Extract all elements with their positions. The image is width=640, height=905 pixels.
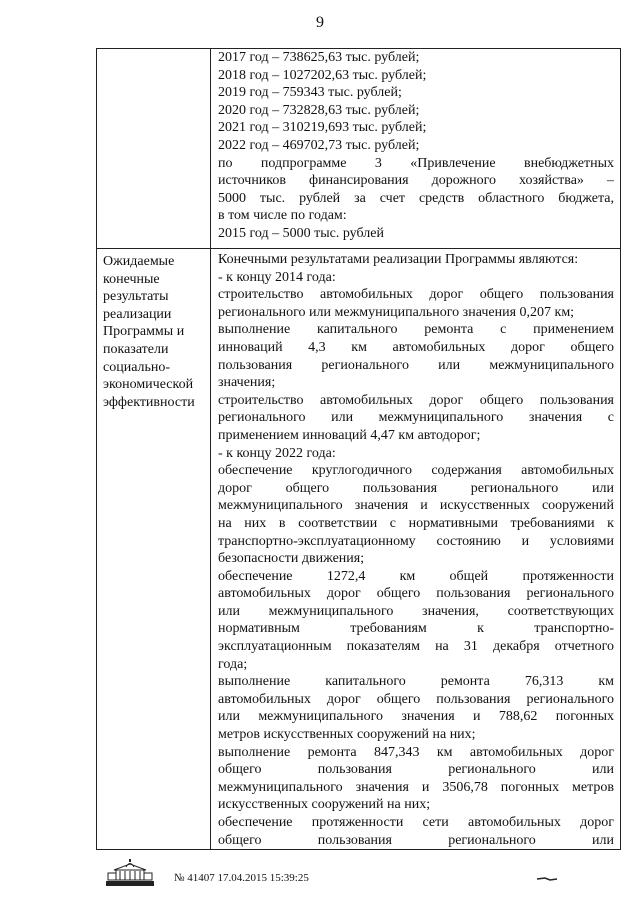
label-line: результаты — [103, 289, 169, 305]
text-line: метров искусственных сооружений на них; — [218, 727, 476, 743]
building-stamp-icon — [104, 858, 156, 888]
text-line: выполнение ремонта 847,343 км автомобильных дорог — [218, 744, 614, 760]
text-line: 2020 год – 732828,63 тыс. рублей; — [218, 102, 420, 118]
label-line: конечные — [103, 271, 160, 287]
label-line: экономической — [103, 377, 194, 393]
label-line: Программы и — [103, 324, 185, 340]
text-line: по подпрограмме 3 «Привлечение внебюджетных — [218, 155, 614, 171]
row1-label-cell — [97, 49, 211, 249]
label-line: показатели — [103, 341, 169, 357]
text-line: дорог общего пользования регионального или — [218, 480, 614, 496]
footer — [104, 858, 624, 894]
table-row-expected-results — [97, 249, 621, 850]
text-line: 2015 год – 5000 тыс. рублей — [218, 225, 384, 241]
text-line: строительство автомобильных дорог общего пользования — [218, 392, 614, 408]
text-line: - к концу 2014 года: — [218, 269, 336, 285]
text-line: 5000 тыс. рублей за счет средств областного бюджета, — [218, 190, 614, 206]
text-line: общего пользования регионального или — [218, 832, 614, 848]
text-line: транспортно-эксплуатационному состоянию и условиями — [218, 533, 614, 549]
text-line: 2017 год – 738625,63 тыс. рублей; — [218, 50, 420, 65]
text-line: общего пользования регионального или — [218, 762, 614, 778]
text-line: на них в соответствии с нормативными требованиями к — [218, 515, 614, 531]
text-line: или межмуниципального значения, соответствующих — [218, 603, 614, 619]
text-line: или межмуниципального значения и 788,62 погонных — [218, 709, 614, 725]
label-line: реализации — [103, 306, 172, 322]
label-line: Ожидаемые — [103, 254, 175, 269]
text-line: - к концу 2022 года: — [218, 445, 336, 461]
text-line: применением инноваций 4,47 км автодорог; — [218, 427, 481, 443]
text-line: источников финансирования дорожного хозяйства» – — [218, 173, 614, 189]
text-line: 2018 год – 1027202,63 тыс. рублей; — [218, 67, 427, 83]
text-line: эксплуатационным показателям на 31 декабря отчетного — [218, 639, 614, 655]
text-line: 2019 год – 759343 тыс. рублей; — [218, 85, 402, 101]
text-line: обеспечение 1272,4 км общей протяженности — [218, 568, 614, 584]
registration-stamp-text: № 41407 17.04.2015 15:39:25 — [174, 872, 309, 884]
text-line: 2022 год – 469702,73 тыс. рублей; — [218, 137, 420, 153]
text-line: безопасности движения; — [218, 551, 365, 567]
text-line: искусственных сооружений на них; — [218, 797, 431, 813]
scan-mark-icon — [536, 876, 558, 882]
row2-content-cell — [211, 249, 621, 850]
table-row-funding — [97, 49, 621, 249]
text-line: автомобильных дорог общего пользования регионального — [218, 691, 614, 707]
text-line: значения; — [218, 375, 276, 391]
text-line: строительство автомобильных дорог общего пользования — [218, 287, 614, 303]
text-line: межмуниципального значения и 3506,78 погонных метров — [218, 779, 614, 795]
text-line: Конечными результатами реализации Программы являются: — [218, 252, 579, 267]
text-line: автомобильных дорог общего пользования регионального — [218, 586, 614, 602]
text-line: межмуниципального значения и искусственных сооружений — [218, 498, 614, 514]
label-line: эффективности — [103, 394, 195, 410]
text-line: регионального или межмуниципального значения с — [218, 410, 614, 426]
text-line: в том числе по годам: — [218, 208, 347, 224]
text-line: регионального или межмуниципального значения 0,207 км; — [218, 304, 575, 320]
text-line: пользования регионального или межмуниципального — [218, 357, 614, 373]
text-line: года; — [218, 656, 248, 672]
text-line: обеспечение круглогодичного содержания автомобильных — [218, 463, 614, 479]
row1-content-cell — [211, 49, 621, 249]
text-line: выполнение капитального ремонта с применением — [218, 322, 614, 338]
text-line: нормативным требованиям к транспортно- — [218, 621, 614, 637]
program-passport-table — [96, 48, 621, 850]
funding-text — [211, 49, 620, 243]
page-number: 9 — [316, 14, 324, 31]
text-line: 2021 год – 310219,693 тыс. рублей; — [218, 120, 427, 136]
text-line: инноваций 4,3 км автомобильных дорог общего — [218, 339, 614, 355]
text-line: обеспечение протяженности сети автомобильных дорог — [218, 815, 614, 830]
expected-results-text — [211, 249, 620, 849]
label-line: социально- — [103, 359, 171, 375]
row2-label-cell — [97, 249, 211, 850]
expected-results-label — [97, 249, 210, 411]
text-line: выполнение капитального ремонта 76,313 км — [218, 674, 614, 690]
